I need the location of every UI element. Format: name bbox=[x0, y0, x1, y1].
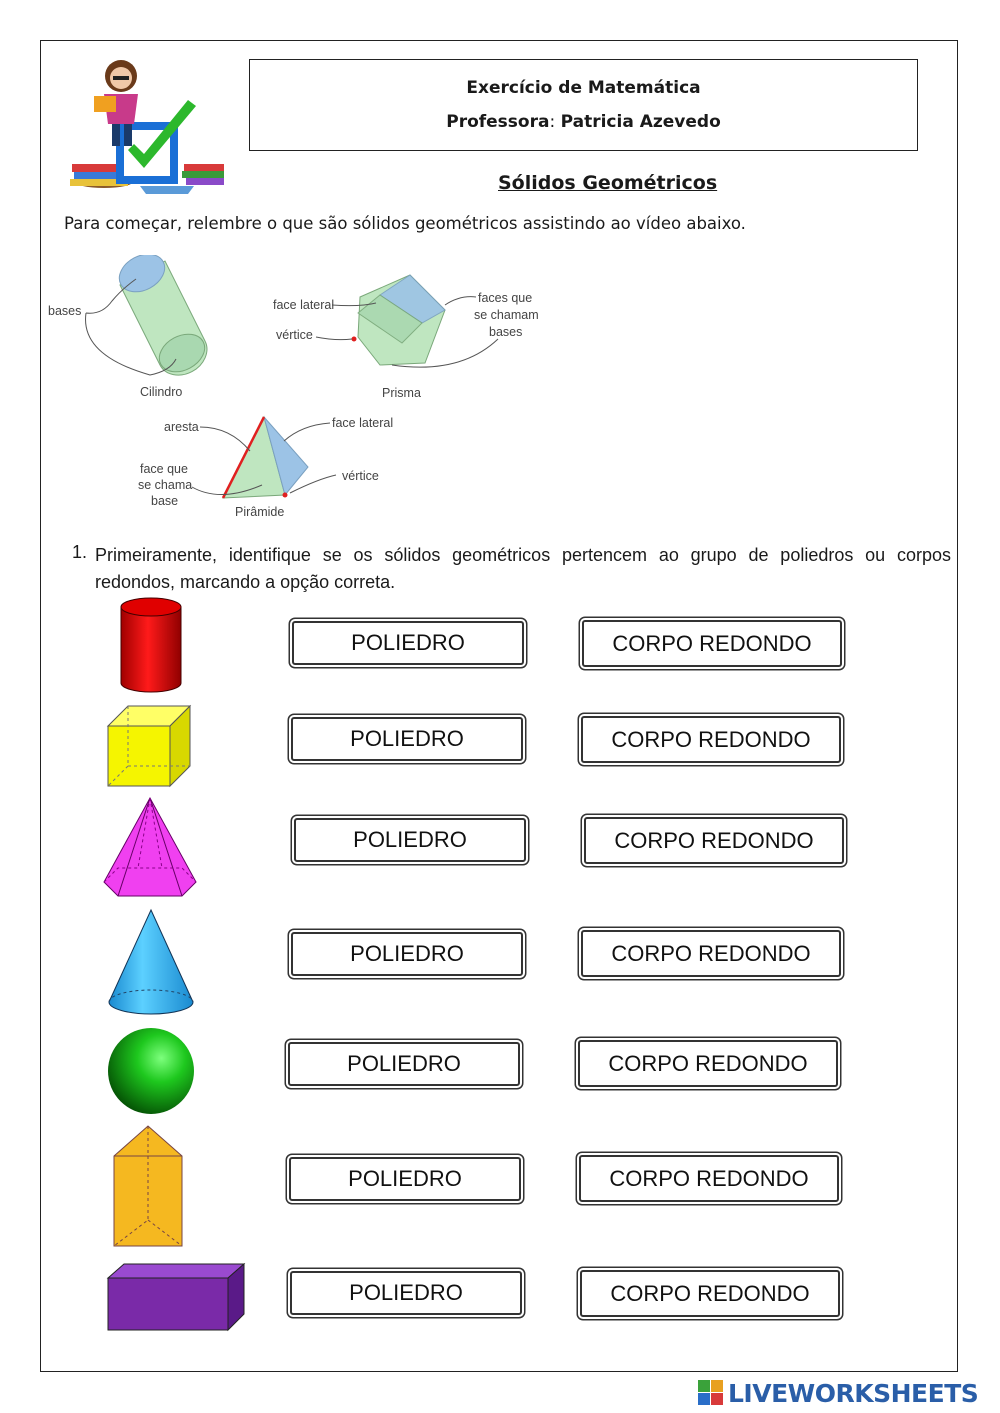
option-poliedro-3[interactable]: POLIEDRO bbox=[294, 818, 526, 862]
label-face-que: face que bbox=[140, 462, 188, 476]
option-corpo-redondo-7[interactable]: CORPO REDONDO bbox=[580, 1270, 840, 1317]
cylinder-icon bbox=[116, 597, 186, 695]
intro-text: Para começar, relembre o que são sólidos geométricos assistindo ao vídeo abaixo. bbox=[64, 214, 746, 233]
label-bases: bases bbox=[48, 304, 82, 318]
label-aresta: aresta bbox=[164, 420, 199, 434]
question-number: 1. bbox=[72, 542, 88, 562]
label-cilindro: Cilindro bbox=[140, 385, 183, 399]
liveworksheets-logo bbox=[698, 1378, 978, 1408]
cube-icon bbox=[106, 704, 192, 788]
option-corpo-redondo-2[interactable]: CORPO REDONDO bbox=[581, 716, 841, 763]
triangular-prism-icon bbox=[110, 1124, 186, 1250]
sphere-icon bbox=[106, 1026, 196, 1116]
liveworksheets-text: LIVEWORKSHEETS bbox=[728, 1378, 979, 1408]
label-prisma: Prisma bbox=[382, 386, 421, 400]
option-corpo-redondo-3[interactable]: CORPO REDONDO bbox=[584, 817, 844, 864]
label-face-lateral: face lateral bbox=[273, 298, 335, 312]
hexagonal-pyramid-icon bbox=[102, 796, 198, 900]
option-corpo-redondo-5[interactable]: CORPO REDONDO bbox=[578, 1040, 838, 1087]
label-piramide: Pirâmide bbox=[235, 505, 285, 519]
option-corpo-redondo-4[interactable]: CORPO REDONDO bbox=[581, 930, 841, 977]
rectangular-prism-icon bbox=[106, 1262, 246, 1332]
label-se-chamam: se chamam bbox=[474, 308, 539, 322]
label-base: base bbox=[151, 494, 179, 508]
option-poliedro-4[interactable]: POLIEDRO bbox=[291, 932, 523, 976]
option-poliedro-1[interactable]: POLIEDRO bbox=[292, 621, 524, 665]
header-box bbox=[249, 59, 918, 151]
option-corpo-redondo-1[interactable]: CORPO REDONDO bbox=[582, 620, 842, 667]
teacher-name: Patricia Azevedo bbox=[560, 112, 721, 132]
cylinder-diagram bbox=[48, 255, 211, 399]
section-title: Sólidos Geométricos bbox=[498, 172, 718, 194]
label-vertice-piramide: vértice bbox=[342, 469, 379, 483]
liveworksheets-mark-icon bbox=[698, 1380, 724, 1406]
option-poliedro-7[interactable]: POLIEDRO bbox=[290, 1271, 522, 1315]
teacher-line: Professora: Patricia Azevedo bbox=[446, 112, 721, 132]
teacher-checkmark-logo bbox=[64, 46, 230, 200]
teacher-label: Professora bbox=[446, 112, 550, 132]
option-corpo-redondo-6[interactable]: CORPO REDONDO bbox=[579, 1155, 839, 1202]
option-poliedro-6[interactable]: POLIEDRO bbox=[289, 1157, 521, 1201]
cone-icon bbox=[106, 908, 196, 1016]
page-title: Exercício de Matemática bbox=[466, 78, 701, 98]
pyramid-diagram bbox=[138, 416, 393, 519]
label-bases-prisma: bases bbox=[489, 325, 523, 339]
label-se-chama: se chama bbox=[138, 478, 193, 492]
solids-reference-diagram bbox=[40, 255, 560, 525]
label-vertice: vértice bbox=[276, 328, 313, 342]
question-text: Primeiramente, identifique se os sólidos geométricos pertencem ao grupo de poliedros ou corpos redondos, marcando a opção correta. bbox=[95, 545, 951, 592]
option-poliedro-2[interactable]: POLIEDRO bbox=[291, 717, 523, 761]
label-face-lateral-piramide: face lateral bbox=[332, 416, 394, 430]
label-faces-que: faces que bbox=[478, 291, 533, 305]
prism-diagram bbox=[273, 275, 539, 400]
option-poliedro-5[interactable]: POLIEDRO bbox=[288, 1042, 520, 1086]
